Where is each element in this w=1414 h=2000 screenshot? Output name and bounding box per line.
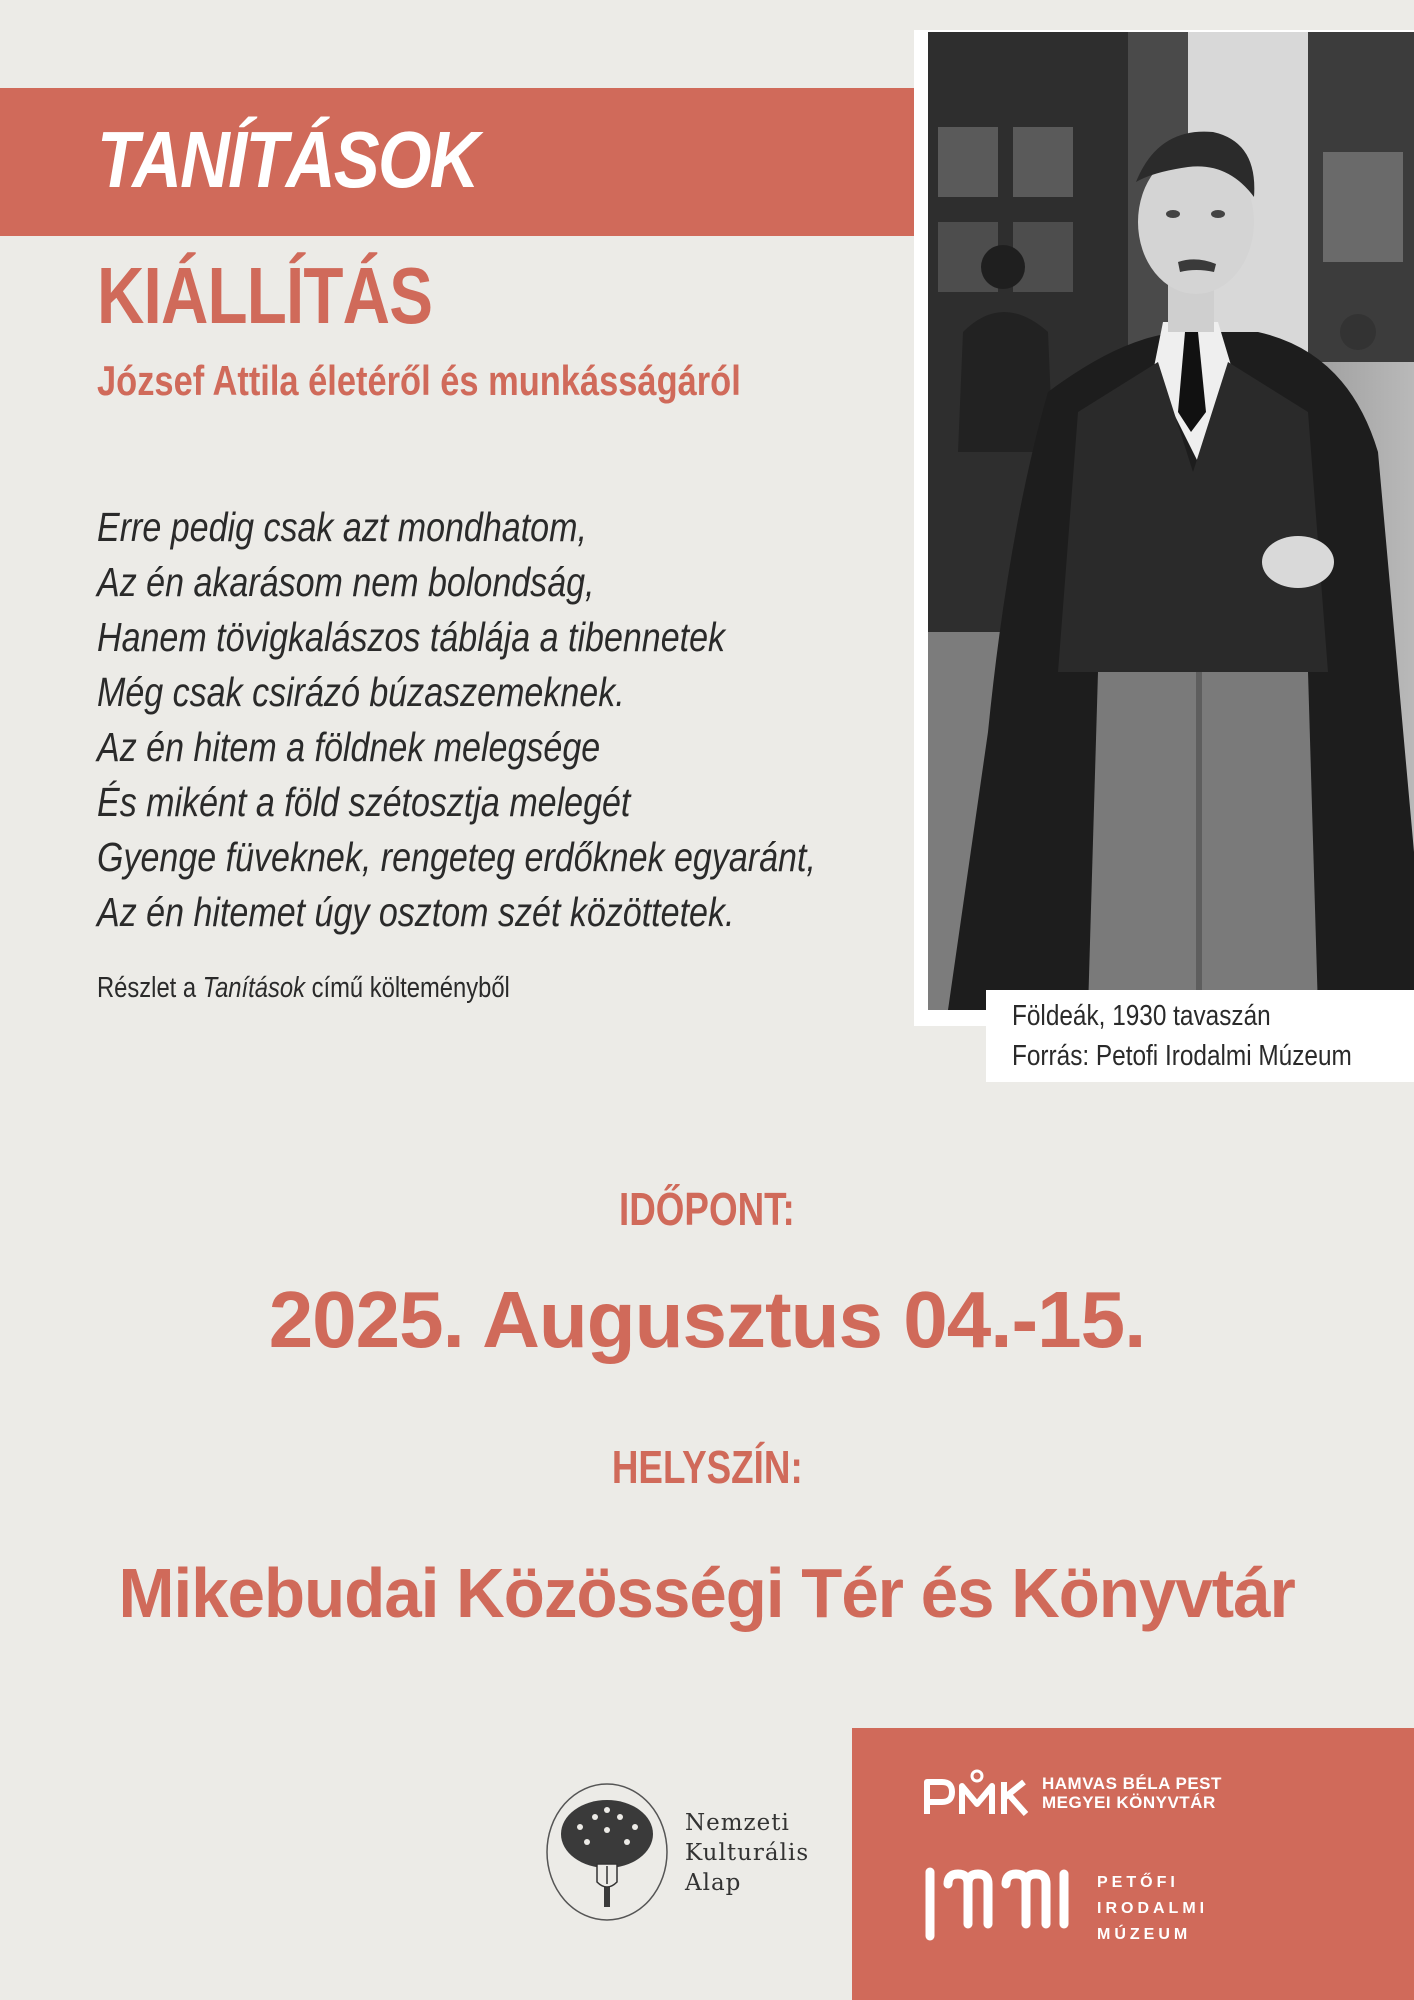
nka-name xyxy=(685,1808,809,1898)
poem-line: Hanem tövigkalászos táblája a tibennetek xyxy=(97,614,726,660)
caption-place-date: Földeák, 1930 tavaszán xyxy=(1012,1000,1271,1032)
photo-caption xyxy=(986,990,1414,1082)
excerpt-poem-title: Tanítások xyxy=(202,972,305,1004)
pim-line: PETŐFI xyxy=(1097,1874,1179,1891)
pim-logo-icon xyxy=(922,1864,1082,1944)
poem-line: Az én akarásom nem bolondság, xyxy=(97,559,595,605)
poem-excerpt xyxy=(97,500,844,940)
poem-line: Erre pedig csak azt mondhatom, xyxy=(97,504,587,550)
pmk-line: HAMVAS BÉLA PEST xyxy=(1042,1774,1222,1793)
pim-name xyxy=(1097,1870,1208,1948)
pim-line: MÚZEUM xyxy=(1097,1926,1192,1943)
poem-line: Az én hitemet úgy osztom szét közöttetek. xyxy=(97,889,735,935)
exhibition-tagline: József Attila életéről és munkásságáról xyxy=(97,357,741,404)
exhibition-subtitle: KIÁLLÍTÁS xyxy=(97,251,433,340)
venue-label-text: HELYSZÍN: xyxy=(611,1441,803,1493)
pmk-logo-icon xyxy=(922,1768,1037,1818)
caption-source: Forrás: Petofi Irodalmi Múzeum xyxy=(1012,1040,1352,1072)
poem-line: Gyenge füveknek, rengeteg erdőknek egyaránt, xyxy=(97,834,816,880)
poem-source-note xyxy=(97,972,510,1005)
poem-line: Még csak csirázó búzaszemeknek. xyxy=(97,669,625,715)
excerpt-suffix: című költeményből xyxy=(304,972,510,1004)
venue-name: Mikebudai Közösségi Tér és Könyvtár xyxy=(118,1554,1296,1632)
excerpt-prefix: Részlet a xyxy=(97,972,203,1004)
event-venue xyxy=(0,1554,1414,1632)
portrait-photo xyxy=(928,32,1414,1010)
date-label xyxy=(0,1183,1414,1235)
tree-emblem-icon xyxy=(545,1782,669,1922)
event-date: 2025. Augusztus 04.-15. xyxy=(268,1275,1146,1364)
nka-line: Nemzeti xyxy=(685,1810,790,1836)
date-label-text: IDŐPONT: xyxy=(619,1183,795,1235)
pmk-name xyxy=(1042,1774,1222,1812)
venue-label xyxy=(0,1441,1414,1493)
nka-line: Alap xyxy=(685,1870,742,1896)
exhibition-title: TANÍTÁSOK xyxy=(97,115,478,204)
partner-logos xyxy=(852,1728,1414,2000)
nka-logo xyxy=(545,1782,845,1927)
pmk-line: MEGYEI KÖNYVTÁR xyxy=(1042,1793,1216,1812)
pim-line: IRODALMI xyxy=(1097,1900,1209,1917)
poem-line: És miként a föld szétosztja melegét xyxy=(97,779,631,825)
nka-line: Kulturális xyxy=(685,1840,810,1866)
poem-line: Az én hitem a földnek melegsége xyxy=(97,724,601,770)
